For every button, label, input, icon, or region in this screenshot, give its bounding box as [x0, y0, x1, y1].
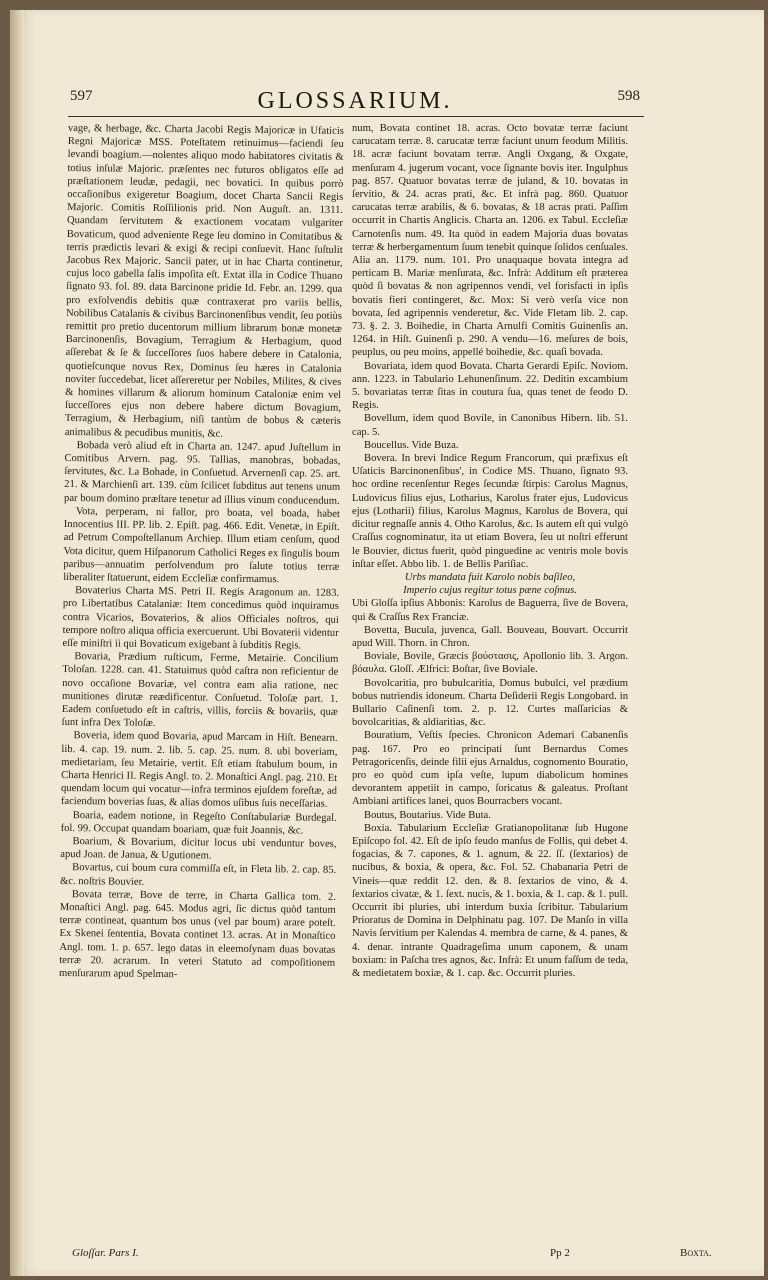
paragraph: Boaria, eadem notione, in Regeſto Conſtabulariæ Burdegal. fol. 99. Occupat quandam boariam, quæ fuit Joannis, &c. [60, 809, 337, 837]
paragraph: Bouratium, Veſtis ſpecies. Chronicon Ademari Cabanenſis pag. 167. Pro eo principati ſunt Bernardus Comes Petragoricenſis, deinde filii ejus Arnaldus, cognomento Bouratio, pro eo quòd cum ipſa veſte, lupum diabolicum homines devorantem appetiit in campo, ſoricatus & galeatus. Proſtant Ambiani artifices lanei, quos Bourracbers vocant. [352, 730, 628, 808]
right-column [352, 122, 628, 980]
paragraph: Bovaria, Prædium ruſticum, Ferme, Metairie. Concilium Toloſan. 1228. can. 41. Statuimus quòd caſtra non reficientur de novo occaſione Bovariæ, vel contra eam alia ratione, nec munitiones dirutæ reædificentur. Conſuetud. Toloſæ part. 1. Eadem conſuetudo eſt in caſtris, villis, forciis & bovariis, quæ ſunt infra Dex Toloſæ. [61, 651, 339, 730]
paragraph: Bovolcaritia, pro bubulcaritia, Domus bubulci, vel prædium bobus nutriendis idoneum. Charta Deſiderii Regis Longobard. in Bullario Caſinenſi tom. 2. p. 12. Curtes maſſaricias & bovolcaritias, & aldiaritias, &c. [352, 677, 628, 729]
paragraph: Boutus, Boutarius. Vide Buta. [364, 809, 491, 821]
paragraph: Bovariata, idem quod Bovata. Charta Gerardi Epiſc. Noviom. ann. 1223. in Tabulario Lehunenſinum. 22. Deditin excambium 5. bovariatas terræ ſitas in coutura ſua, quas tenet de feodo D. Regis. [352, 360, 628, 412]
verse-line: Imperio cujus regitur totus pæne coſmus. [403, 585, 577, 597]
footer-part-label: Gloſſar. Pars I. [72, 1247, 139, 1259]
paragraph: Vota, perperam, ni fallor, pro boata, vel boada, habet Innocentius III. PP. lib. 2. Epiſt. pag. 466. Edit. Venetæ, in Epiſt. ad Petrum Compoſtellanum Archiep. Illum etiam cenſum, quod Vota dicitur, quem Hiſpanorum Catholici Reges ex ſingulis boum paribus—annuatim perſolvendum pro ſalute totius terræ liberaliter ſtatuerunt, eidem Eccleſiæ confirmamus. [63, 505, 340, 586]
paragraph: Boviale, Bovile, Græcis βούστασις, Apollonio lib. 3. Argon. βόαυλα. Gloſſ. Ælfrici: Boſtar, ſive Boviale. [352, 651, 628, 676]
paragraph: Bovaterius Charta MS. Petri II. Regis Aragonum an. 1283. pro Libertatibus Catalaniæ: Item concedimus quòd inquiramus contra Vicarios, Bovaterios, & alios Officiales noſtros, qui tempore noſtro aliqua officia exercuerunt. Ubi Bovaterii videntur eſſe miniſtri ii qui Bovaticum exigebant à ſubditis Regis. [62, 585, 340, 652]
paragraph: Bovera. In brevi Indice Regum Francorum, qui præfixus eſt Uſaticis Barcinonenſibus', in Codice MS. Thuano, ſignato 93. hoc ordine recenſentur Reges ſecundæ ſtirpis: Carolus Magnus, Ludovicus filius ejus, Lotharius, Karolus frater ejus, Ludovicus ejus (Lotharii) filius, Karolus Magnus, Karolus de Bovera, qui dicitur regnaſſe annis 4. Otho Karolus, &c. Is autem eſt qui vulgò Craſſus cognominatur, ita ut etiam Bovera, ſeu ut noſtri efferunt le Bouvier, dictus fuerit, quòd pinguedine ac ventris mole bovis inſtar eſſet. Abbo lib. 1. de Bellis Pariſiac. [352, 453, 628, 570]
paragraph: Ubi Gloſſa ipſius Abbonis: Karolus de Baguerra, ſive de Bovera, qui & Craſſus Rex Franciæ. [352, 598, 628, 623]
paragraph: Bovellum, idem quod Bovile, in Canonibus Hibern. lib. 51. cap. 5. [352, 413, 628, 438]
verse-line: Urbs mandata fuit Karolo nobis baſileo, [404, 571, 576, 583]
paragraph: Boveria, idem quod Bovaria, apud Marcam in Hiſt. Benearn. lib. 4. cap. 19. num. 2. lib. 5. cap. 25. num. 8. ubi boveriam, medietariam, ſeu Metairie, vertit. Eſt etiam ſtabulum boum, in Charta Henrici II. Regis Angl. to. 2. Monaſtici Angl. pag. 210. Et quendam locum qui vocatur—infra terminos ejuſdem foreſtæ, ad faciendum boverias ſuas, & alias domos uſibus ſuis neceſſarias. [60, 730, 338, 811]
paragraph: vage, & herbage, &c. Charta Jacobi Regis Majoricæ in Ufaticis Regni Majoricæ MSS. Poteſtatem retinuimus—faciendi ſeu levandi boagium.—nolentes aliquo modo habitatores civitatis & totius inſulæ Majoric. præſentes nec futuros obligatos eſſe ad præſtationem leudæ, pedagii, nec bovatici. In quibus porrò occaſionibus exigeretur Boagium, docet Charta Sancii Regis Majoric. Comitis Roſſilionis prid. Non Auguſt. an. 1311. Quandam ſervitutem & exactionem vocatam vulgariter Bovaticum, quod adveniente Rege ſeu domino in Comitatibus & terris prædictis levari & exigi & recipi conſuevit. Hanc ſuſtulit Jacobus Rex Majoric. Sancii pater, ut in hac Charta continetur, cujus loco gabella ſalis impoſita eſt. Extat illa in Codice Thuano ſignato 93. fol. 89. data Barcinone pridie Id. Febr. an. 1299. qua pro exſolvendis debitis quæ contraxerat pro variis bellis, Nobilibus Catalanis & civibus Barcinonenſibus vendit, ſeu potiùs remittit pro pretio ducentorum millium librarum bonæ monetæ Barcinonenſis, Bovagium, Terragium & Herbagium, quod aſſerebat & ſe & ſucceſſores ſuos habere debere in Catalonia, quotieſcunque novus Rex, Dominus ſeu hæres in Catalonia noviter ſuccedebat, licet aſſereretur per Nobiles, Milites, & cives & homines villarum & aliorum hominum Cataloniæ enim vel ſucceſſores ejus non debere habere dictum Bovagium, Terragium, & Herbagium, niſi tantùm de bobus & cæteris animalibus & pecudibus munitis, &c. [64, 122, 344, 440]
page-header [70, 88, 640, 118]
book-page [10, 10, 764, 1276]
right-page-number: 598 [617, 88, 640, 104]
left-page-number: 597 [70, 88, 93, 104]
book-binding [10, 10, 24, 1276]
left-column [59, 122, 344, 983]
paragraph: num, Bovata continet 18. acras. Octo bovatæ terræ faciunt carucatam terræ. 8. carucatæ terræ faciunt unum feodum Militis. 18. acræ faciunt bovatam terræ. Angli Oxgang, & Oxgate, menſuram 4. jugerum vocant, voce ſignante bovis iter. Ingulphus pag. 857. Quatuor bovatas terræ de juland, & 10. bovatas in ſervitio, & 24. acras prati, &c. Et infrà pag. 860. Quatuor carucatas terræ arabilis, & 6. bovatas, & 18 acras prati. Paſſim occurrit in Chartis Anglicis. Charta an. 1206. ex Tabul. Eccleſiæ Carnotenſis num. 49. Ita quòd in eadem Majoria duas bovatas terræ & herbergamentum ſuum tenebit quinque ſolidos cenſuales. Alia an. 1179. num. 101. Pro unaquaque bovata integra ad perticam B. Mariæ menſurata, &c. Infrà: Additum eſt præterea quòd ſi bovatas & non agripennos vendi, vel forisfacti in ipſis bovatis fieri contingeret, &c. Mox: Si verò verſa vice non bovata, ſed agripennis venderetur, &c. Vide Fletam lib. 2. cap. 73. §. 2. 3. Boihedie, in Charta Arnulfi Comitis Guinenſis an. 1264. in Hiſt. Guinenſi p. 290. A vendu—16. meſures de bois, peuplus, ou peu moins, appellé boihedie, &c. quaſi bovada. [352, 123, 628, 359]
footer-catchword: Boxta. [680, 1247, 712, 1259]
paragraph: Boucellus. Vide Buza. [364, 439, 459, 451]
paragraph: Bovartus, cui boum cura commiſſa eſt, in Fleta lib. 2. cap. 85. &c. noſtris Bouvier. [59, 862, 337, 888]
page-title: GLOSSARIUM. [257, 88, 453, 114]
paragraph: Boarium, & Bovarium, dicitur locus ubi venduntur boves, apud Joan. de Janua, & Ugutionem. [60, 836, 337, 862]
paragraph: Boxia. Tabularium Eccleſiæ Gratianopolitanæ ſub Hugone Epiſcopo fol. 42. Eſt de ipſo feudo manſus de Follis, qui debet 4. fogacias, & 7. capones, & 1. agnum, & 22. ſſ. (ſextarios) de nucibus, & boxia, & opera, &c. Fol. 52. Chabanaria Petri de Vineis—quæ reddit 12. den. & 8. ſextarios de vino, & 4. ſextarios civatæ, & 1. ſext. nucis, & 1. boxia, & 1. cap. & 1. pull. Occurrit ibi pluries, ubi interdum buxia ſcribitur. Tabularium Prioratus de Domina in Delphinatu pag. 107. De Manſo in villa Navis ſervitium per Kalendas 4. membra de carne, & 4. panes, & 4. denar. intrante Quadrageſima unum caponem, & unam boxiam: in Paſcha tres agnos, &c. Infrà: Et unum faſſum de teda, & medietatem boxiæ, & 1. cap. &c. Occurrit pluries. [352, 822, 628, 979]
footer-signature: Pp 2 [550, 1247, 570, 1259]
paragraph: Bobada verò aliud eſt in Charta an. 1247. apud Juſtellum in Comitibus Arvern. pag. 95. Tallias, manobras, bobadas, ſervitutes, &c. La Bohade, in Conſuetud. Arvernenſi cap. 25. art. 21. & Marchienſi art. 139. cùm ſcilicet ſubditus aut tenens unum par boum domino præſtare tenetur ad illius vinum conducendum. [64, 439, 341, 507]
paragraph: Bovetta, Bucula, juvenca, Gall. Bouveau, Bouvart. Occurrit apud Will. Thorn. in Chron. [352, 624, 628, 649]
header-rule [68, 116, 644, 117]
paragraph: Bovata terræ, Bove de terre, in Charta Gallica tom. 2. Monaſtici Angl. pag. 645. Modus agri, ſic dictus quòd tantum terræ contineat, quantum bos unus (vel par boum) arare poteſt. Ex Skenei ſententia, Bovata continet 13. acras. At in Monaſtico Angl. tom. 1. p. 657. lego datas in eleemoſynam duas bovatas terræ 20. acrarum. In veteri Statuto ad compoſitionem menſurarum apud Spelman- [59, 888, 336, 981]
